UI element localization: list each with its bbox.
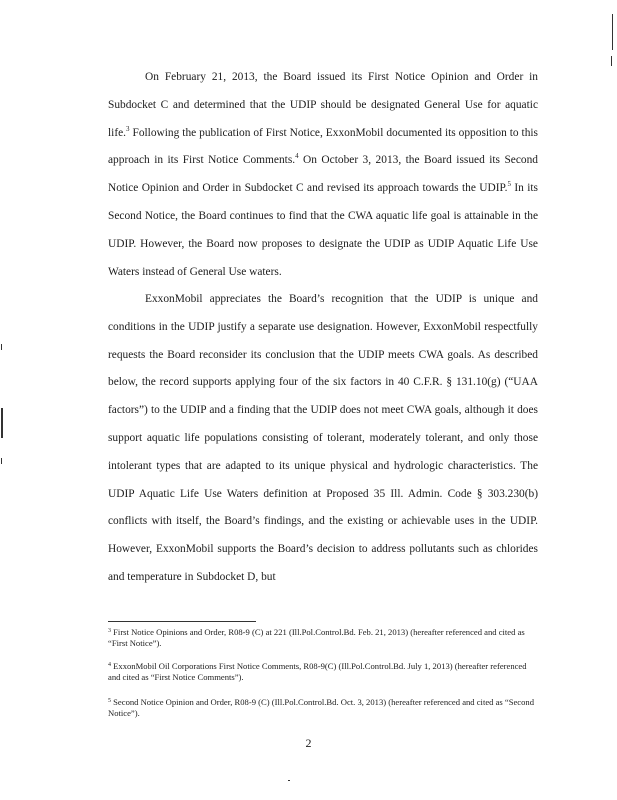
footnote-3-text: First Notice Opinions and Order, R08-9 (C) at 221 (Ill.Pol.Control.Bd. Feb. 21, 2013) (hereafter referenced and cited as “First Notice”). xyxy=(108,627,525,648)
footnote-separator xyxy=(108,621,256,622)
paragraph-text-run: On February 21, 2013, the Board issued its First Notice Opinion and Order in Subdocket C and determined that the UDIP should be designated General Use for aquatic life. xyxy=(108,71,538,139)
footnote-4 xyxy=(108,661,540,683)
footnote-5-text: Second Notice Opinion and Order, R08-9 (C) (Ill.Pol.Control.Bd. Oct. 3, 2013) (hereafter referenced and cited as “Second Notice”). xyxy=(108,697,535,718)
paragraph-text-run: In its Second Notice, the Board continues to find that the CWA aquatic life goal is attainable in the UDIP. However, the Board now proposes to designate the UDIP as UDIP Aquatic Life Use Waters instead of General Use waters. xyxy=(108,182,538,278)
paragraph-text-run: On October 3, 2013, the Board issued its Second Notice Opinion and Order in Subdocket C and revised its approach towards the UDIP. xyxy=(108,154,538,195)
footnote-3 xyxy=(108,627,540,649)
scan-artifact xyxy=(1,408,3,438)
footnote-4-text: ExxonMobil Oil Corporations First Notice Comments, R08-9(C) (Ill.Pol.Control.Bd. July 1, 2013) (hereafter referenced and cited as “First Notice Comments”). xyxy=(108,661,527,682)
footnote-5-number: 5 xyxy=(108,698,111,704)
body-paragraph-1 xyxy=(108,64,538,286)
footnote-4-number: 4 xyxy=(108,662,111,668)
page-number: 2 xyxy=(305,736,312,750)
scan-artifact xyxy=(612,14,613,50)
scan-artifact xyxy=(1,458,2,464)
paragraph-text-run: ExxonMobil appreciates the Board’s recognition that the UDIP is unique and conditions in the UDIP justify a separate use designation. However, ExxonMobil respectfully requests the Board reconsider its conclusion that the UDIP meets CWA goals. As described below, the record supports applying four of the six factors in 40 C.F.R. § 131.10(g) (“UAA factors”) to the UDIP and a finding that the UDIP does not meet CWA goals, although it does support aquatic life populations consisting of tolerant, moderately tolerant, and only those intolerant types that are adapted to its unique physical and hydrologic characteristics. The UDIP Aquatic Life Use Waters definition at Proposed 35 Ill. Admin. Code § 303.230(b) conflicts with itself, the Board’s findings, and the existing or achievable uses in the UDIP. However, ExxonMobil supports the Board’s decision to address pollutants such as chlorides and temperature in Subdocket D, but xyxy=(108,293,538,583)
scan-artifact xyxy=(288,780,290,781)
footnote-reference: 3 xyxy=(126,124,130,133)
scan-artifact xyxy=(611,56,612,66)
footnote-3-number: 3 xyxy=(108,628,111,634)
paragraph-text-run: Following the publication of First Notice, ExxonMobil documented its opposition to this approach in its First Notice Comments. xyxy=(108,126,538,167)
scan-artifact xyxy=(1,344,2,350)
body-paragraph-2 xyxy=(108,286,538,592)
footnote-5 xyxy=(108,697,540,719)
footnote-reference: 4 xyxy=(295,152,299,161)
footnote-reference: 5 xyxy=(507,180,511,189)
